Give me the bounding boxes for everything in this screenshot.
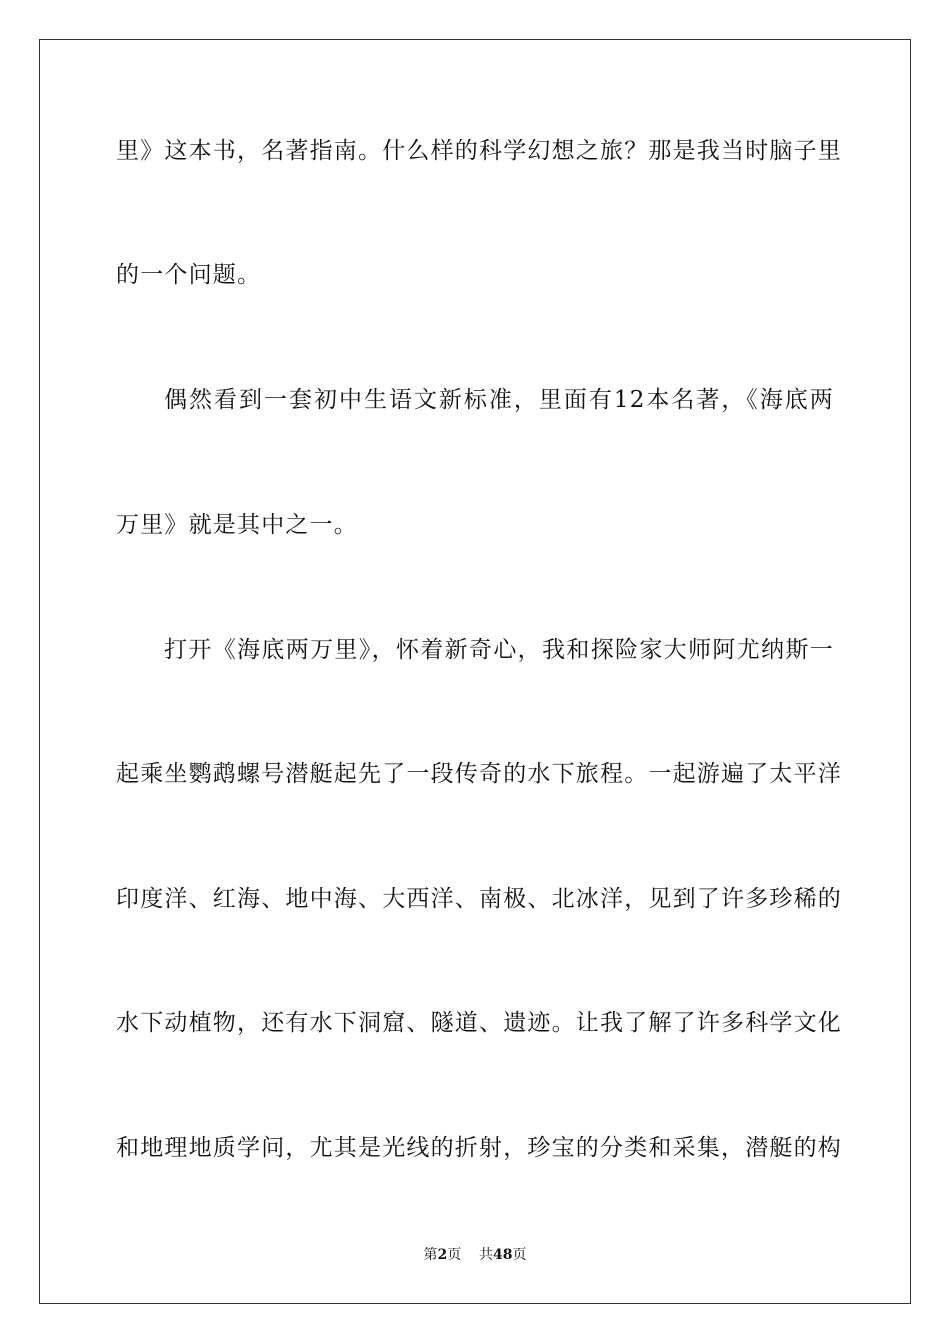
page-footer (0, 1246, 950, 1264)
footer-total-suffix: 页 (512, 1247, 527, 1263)
text-line-4: 万里》就是其中之一。 (116, 512, 358, 538)
text-line-6: 起乘坐鹦鹉螺号潜艇起先了一段传奇的水下旅程。一起游遍了太平洋 (116, 761, 842, 787)
text-line-8: 水下动植物，还有水下洞窟、隧道、遗迹。让我了解了许多科学文化 (116, 1010, 842, 1036)
footer-page-number: 2 (437, 1247, 448, 1263)
text-line-2: 的一个问题。 (116, 262, 262, 288)
footer-page-prefix: 第 (423, 1247, 438, 1263)
footer-page-suffix: 页 (447, 1247, 462, 1263)
footer-total-prefix: 共 (479, 1247, 494, 1263)
text-line-1: 里》这本书，名著指南。什么样的科学幻想之旅？那是我当时脑子里 (116, 138, 842, 164)
footer-total-pages: 48 (493, 1247, 513, 1263)
text-line-9: 和地理地质学问，尤其是光线的折射，珍宝的分类和采集，潜艇的构 (116, 1135, 842, 1161)
page-border (39, 39, 911, 1304)
text-line-7: 印度洋、红海、地中海、大西洋、南极、北冰洋，见到了许多珍稀的 (116, 886, 842, 912)
text-line-5: 打开《海底两万里》，怀着新奇心，我和探险家大师阿尤纳斯一 (164, 637, 834, 663)
text-line-3: 偶然看到一套初中生语文新标准，里面有12本名著，《海底两 (164, 387, 834, 413)
